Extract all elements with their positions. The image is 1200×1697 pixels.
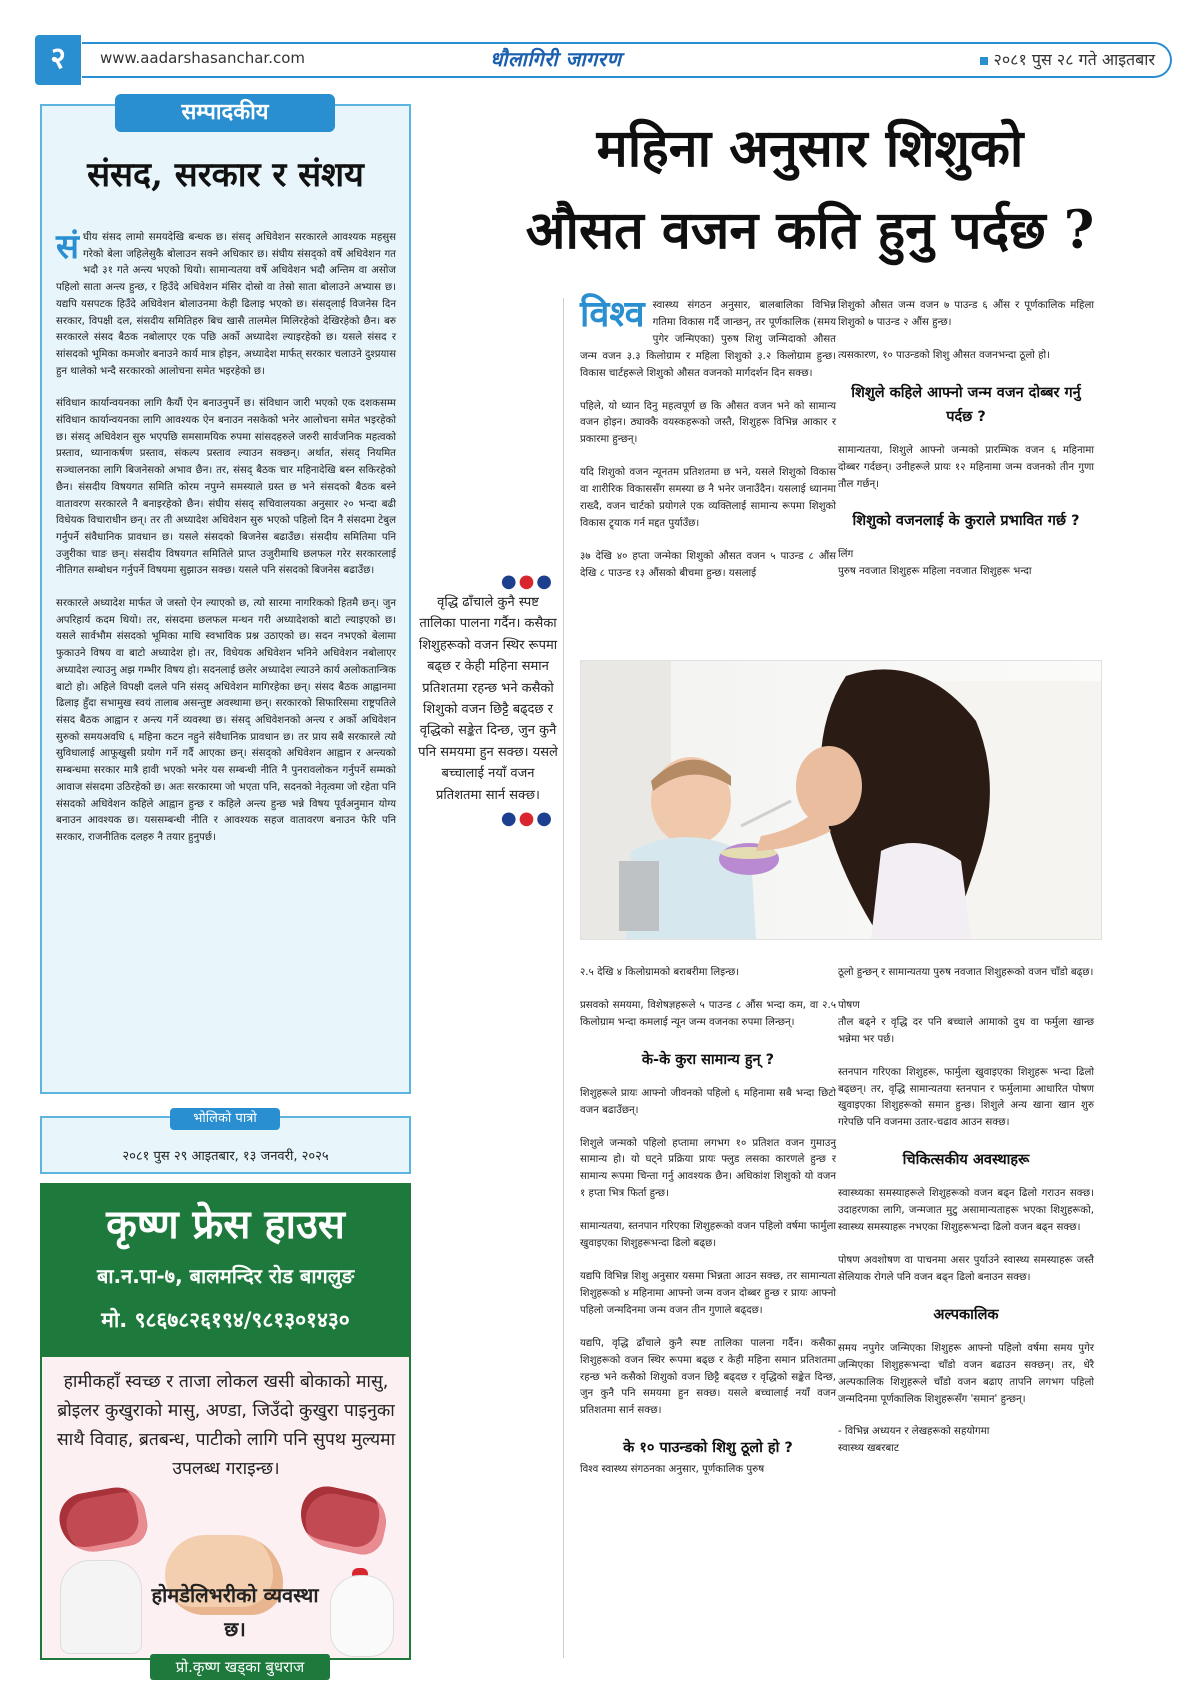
article-subheading: शिशुले कहिले आफ्नो जन्म वजन दोब्बर गर्नु पर्दछ ? [851,384,1081,425]
tomorrow-label: भोलिको पात्रो [170,1108,280,1130]
article-paragraph: पहिले, यो ध्यान दिनु महत्वपूर्ण छ कि औसत वजन भने को सामान्य वजन होइन। ठ्याक्कै वयस्कहरूको जस्तै, शिशुहरू विभिन्न आकार र प्रकारमा हुन्छन्। [580,400,836,446]
article-paragraph: पुरुष नवजात शिशुहरू महिला नवजात शिशुहरू भन्दा [838,566,1032,578]
editorial-title: संसद, सरकार र संशय [87,155,364,195]
site-url[interactable]: www.aadarshasanchar.com [100,49,306,67]
article-subheading: के १० पाउन्डको शिशु ठूलो हो ? [623,1440,793,1457]
article-paragraph: विश्व स्वास्थ्य संगठनका अनुसार, पूर्णकालिक पुरुष [580,1464,765,1476]
article-paragraph: स्तनपान गरिएका शिशुहरू, फार्मुला खुवाइएका शिशुहरू भन्दा ढिलो बढ्छन्। तर, वृद्धि सामान्यतया स्तनपान र फर्मुलामा आधारित पोषण खुवाइएका शिशुहरूको समान हुन्छ। शिशुले अन्य खाना खान शुरु गरेपछि पनि वजनमा उतार-चढाव आउन सक्छ। [838,1066,1094,1129]
article-paragraph: स्वास्थ्यका समस्याहरूले शिशुहरूको वजन बढ्न ढिलो गराउन सक्छ। उदाहरणका लागि, जन्मजात मुटु असामान्यताहरू भएका शिशुहरूको, स्वास्थ्य समस्याहरू नभएका शिशुहरूभन्दा ढिलो वजन बढ्न सक्छ। [838,1188,1094,1234]
article-paragraph: २.५ देखि ४ किलोग्रामको बराबरीमा लिइन्छ। [580,967,740,978]
ad-body-text: हामीकहाँ स्वच्छ र ताजा लोकल खसी बोकाको मासु, ब्रोइलर कुखुराको मासु, अण्डा, जिउँदो कुखुरा पाइनुका साथै विवाह, ब्रतबन्ध, पाटीको लागि पनि सुपथ मुल्यमा उपलब्ध गराइन्छ। [56,1372,396,1479]
photo-illustration [581,661,1101,939]
editorial-body [56,227,397,863]
article-paragraph: सामान्यतया, शिशुले आफ्नो जन्मको प्रारम्भिक वजन ६ महिनामा दोब्बर गर्दछन्। उनीहरूले प्रायः १२ महिनामा जन्म वजनको तीन गुणा तौल गर्छन्। [838,444,1094,490]
article-paragraph: ठूलो हुन्छन् र सामान्यतया पुरुष नवजात शिशुहरूको वजन चाँडो बढ्छ। [838,967,1094,978]
pull-quote: वृद्धि ढाँचाले कुनै स्पष्ट तालिका पालना गर्दैन। कसैका शिशुहरूको वजन स्थिर रूपमा बढ्छ र केही महिना समान प्रतिशतमा रहन्छ भने कसैको शिशुको वजन छिट्टै बढ्दछ र वृद्धिको सङ्केत दिन्छ, जुन कुनै पनि समयमा हुन सक्छ। यसले बच्चालाई नयाँ वजन प्रतिशतमा सार्न सक्छ। [418,595,558,803]
article-subheading: अल्पकालिक [933,1306,999,1323]
bullet-dots-icon: ●●● [500,808,554,829]
article-paragraph: ३७ देखि ४० हप्ता जन्मेका शिशुको औसत वजन ५ पाउन्ड ८ औंस देखि ८ पाउन्ड १३ औंसको बीचमा हुन्छ। यसलाई [580,550,836,579]
article-column-4 [838,965,1094,1474]
ad-proprietor: प्रो.कृष्ण खड्का बुधराज [150,1654,330,1680]
article-paragraph: पोषण अवशोषण वा पाचनमा असर पुर्याउने स्वास्थ्य समस्याहरू जस्तै सेलियाक रोगले पनि वजन बढ्न ढिलो बनाउन सक्छ। [838,1254,1094,1283]
article-column-2 [838,298,1094,597]
article-paragraph: पोषण [838,999,860,1011]
article-paragraph: यदि शिशुको वजन न्यूनतम प्रतिशतमा छ भने, यसले शिशुको विकास वा शारीरिक विकाससँग समस्या छ नै भनेर जनाउँदैन। यसलाई ध्यानमा राख्दै, वजन चार्टको प्रयोगले एक व्यक्तिलाई सामान्य रूपमा शिशुको विकास ट्र्याक गर्न मद्दत पुर्याउँछ। [580,467,836,529]
article-paragraph: शिशुले जन्मको पहिलो हप्तामा लगभग १० प्रतिशत वजन गुमाउनु सामान्य हो। यो घट्ने प्रक्रिया प्रायः फ्लुड लसका कारणले हुन्छ र सामान्य रूपमा चिन्ता गर्नु आवश्यक छैन। अधिकांश शिशुको यो वजन १ हप्ता भित्र फिर्ता हुन्छ। [580,1137,836,1200]
editorial-paragraph: संविधान कार्यान्वयनका लागि कैयौं ऐन बनाउनुपर्ने छ। संविधान जारी भएको एक दशकसम्म संविधान कार्यान्वयनका लागि आवश्यक ऐन बनाउन नसकेको भनेर आलोचना समेत भइरहेको छ। संसद् अधिवेशन सुरु भएपछि समसामयिक रुपमा सांसदहरुले जरुरी सार्वजनिक महत्वको प्रस्ताव, ध्यानाकर्षण प्रस्ताव, संकल्प प्रस्ताव ल्याउन सक्छन्। अर्थात, संसद् नियमित सञ्चालनका लागि बिजनेसको अभाव छैन। तर, संसद् बैठक चार महिनादेखि बस्न सकिरहेको छैन। संसदीय विषयगत समिति कोरम नपुग्ने समस्याले ग्रस्त छ भने संसदको बैठक बस्ने वातावरण सरकारले नै बनाइरहेको छैन। संघीय संसद् सचिवालयका अनुसार २० भन्दा बढी विधेयक विचाराधीन छन्। तर ती अध्यादेश अधिवेशन सुरु भएको पहिलो दिन नै संसदमा टेबुल गर्नुपर्ने संवैधानिक प्रावधान छ। यसले संसदको बिजनेस बढाउँछ। संसदीय समितिमा पनि उजुरीका चाङ छन्। संसदीय विषयगत समितिले प्राप्त उजुरीमाथि छलफल गरेर सरकारलाई नीतिगत सम्बोधन गर्नुपर्ने विषयमा सुझाउन सक्छ। यसले पनि संसदको बिजनेस बढाउँछ। [56,398,396,577]
headline-line-1: महिना अनुसार शिशुको [596,118,1024,179]
mother-feeding-baby-photo [580,660,1102,940]
ad-title: कृष्ण फ्रेस हाउस [106,1202,345,1248]
article-paragraph: तौल बढ्ने र वृद्धि दर पनि बच्चाले आमाको दुध वा फर्मुला खान्छ भन्नेमा भर पर्छ। [838,1016,1094,1045]
masthead-logo: धौलागिरी जागरण [490,47,622,71]
bullet-dots-icon: ●●● [500,571,554,592]
article-paragraph: शिशुको औसत जन्म वजन ७ पाउन्ड ६ औंस र पूर्णकालिक महिला शिशुको ७ पाउन्ड २ औंस हुन्छ। [838,300,1094,328]
editorial-dropcap: सं [56,227,79,267]
article-subheading: के-के कुरा सामान्य हुन् ? [641,1051,775,1068]
article-subheading: शिशुको वजनलाई के कुराले प्रभावित गर्छ ? [852,513,1080,530]
page-number: २ [35,35,81,85]
editorial-paragraph [56,227,396,380]
article-subheading: चिकित्सकीय अवस्थाहरू [902,1152,1030,1169]
opening-word: विश्व [580,294,645,335]
article-paragraph: समय नपुगेर जन्मिएका शिशुहरू आफ्नो पहिलो वर्षमा समय पुगेर जन्मिएका शिशुहरूभन्दा चाँडो वजन बढाउन सक्छन्। तर, धेरै अल्पकालिक शिशुहरूले चाँडो वजन बढाए तापनि लगभग पहिलो जन्मदिनमा पूर्णकालिक शिशुहरूसँग 'समान' हुन्छन्। [838,1342,1094,1405]
ad-phone: मो. ९८६७८२६१९४/९८१३०१४३० [101,1308,350,1332]
editorial-label: सम्पादकीय [115,94,335,132]
article-source: स्वास्थ्य खबरबाट [838,1443,900,1455]
article-paragraph: यद्यपि विभिन्न शिशु अनुसार यसमा भिन्नता आउन सक्छ, तर सामान्यता शिशुहरूको ४ महिनामा आफ्नो जन्म वजन दोब्बर हुन्छ र प्रायः आफ्नो पहिलो जन्मदिनमा जन्म वजन तीन गुणाले बढ्दछ। [580,1270,836,1316]
article-column-1 [580,294,836,599]
article-headline [460,108,1160,272]
goat-image [60,1560,142,1654]
article-paragraph: सामान्यतया, स्तनपान गरिएका शिशुहरूको वजन पहिलो वर्षमा फार्मुला खुवाइएका शिशुहरूभन्दा ढिलो बढ्छ। [580,1221,836,1250]
tomorrow-date: २०८१ पुस २९ आइतबार, १३ जनवरी, २०२५ [122,1149,329,1164]
article-paragraph [580,294,836,383]
ad-address: बा.न.पा-७, बालमन्दिर रोड बागलुङ [96,1264,355,1288]
article-c1-p1: स्वास्थ्य संगठन अनुसार, बालबालिका विभिन्न गतिमा विकास गर्दै जान्छन्, तर पूर्णकालिक (समय पुगेर जन्मिएका) पुरुष शिशु जन्मिदाको औसत जन्म वजन ३.३ किलोग्राम र महिला शिशुको ३.२ किलोग्राम हुन्छ। विकास चार्टहरूले शिशुको औसत वजनको मार्गदर्शन दिन सक्छ। [580,300,836,379]
header-date [980,48,1155,70]
article-column-3 [580,965,836,1495]
article-paragraph: प्रसवको समयमा, विशेषज्ञहरूले ५ पाउन्ड ८ औंस भन्दा कम, वा २.५ किलोग्राम भन्दा कमलाई न्यून जन्म वजनका रुपमा लिन्छन्। [580,999,836,1028]
article-paragraph: शिशुहरूले प्रायः आफ्नो जीवनको पहिलो ६ महिनामा सबै भन्दा छिटो वजन बढाउँछन्। [580,1087,836,1116]
ad-delivery-text: होमडेलिभरीको व्यवस्था छ। [151,1583,319,1641]
square-bullet-icon [980,57,988,65]
editorial-paragraph: सरकारले अध्यादेश मार्फत जे जस्तो ऐन ल्याएको छ, त्यो सारमा नागरिकको हितमै छन्। जुन अपरिहार्य कदम थियो। तर, संसदमा छलफल मन्थन गरी अध्यादेशको बाटो ल्याइएको छ। यसले सार्वभौम संसदको भूमिका माथि स्वभाविक प्रश्न उठाएको छ। सदन नभएको बेलामा फुकाउने विषय वा बाटो अध्यादेश हो। तर, विधेयक अधिवेशन भनिने अधिवेशन नबोलाएर अध्यादेश ल्याउनु अझ गम्भीर विषय हो। सदनलाई छलेर अध्यादेश ल्याउने कार्य अलोकतान्त्रिक बाटो हो। अहिले विपक्षी दलले पनि संसद् अधिवेशन मागिरहेका छन्। संसद बैठक आह्वानमा ढिलाइ हुँदा सभामुख स्वयं तालाब असन्तुष्ट अवस्थामा छन्। सरकारको सिफारिसमा राष्ट्रपतिले संसद बैठक आह्वान र अन्त्य गर्ने व्यवस्था छ। संसद् अधिवेशनको अन्त्य र अर्को अधिवेशन सुरुको समयअवधि ६ महिना कटन नहुने संवैधानिक प्रावधान छ। तर प्राय सबै सरकारले त्यो सुविधालाई आफूखुसी प्रयोग गर्ने गर्दै आएका छन्। संसद्को अधिवेशन आह्वान र अन्त्यको सम्बन्धमा सरकार मात्रै हावी भएको भनेर यस सम्बन्धी नीति नै पुनरावलोकन गर्नुपर्ने सम्मको आवाज संसदमा उठिरहेको छ। अतः सरकारमा जो भएता पनि, सदनको नेतृत्वमा जो रहेता पनि संसदको अधिवेशन कहिले आह्वान हुन्छ र कहिले अन्त्य हुन्छ भन्ने विषय पूर्वअनुमान योग्य बनाउन आवश्यक छ। यससम्बन्धी नीति र आवश्यक सहज वातावरण बनाउन फेरि पनि सरकार, राजनीतिक दलहरु नै तयार हुनुपर्छ। [56,598,397,843]
article-paragraph: यद्यपि, वृद्धि ढाँचाले कुनै स्पष्ट तालिका पालना गर्दैन। कसैका शिशुहरूको वजन स्थिर रूपमा बढ्छ र केही महिना समान प्रतिशतमा रहन्छ भने कसैको शिशुको वजन छिट्टै बढ्दछ र वृद्धिको सङ्केत दिन्छ, जुन कुनै पनि समयमा हुन सक्छ। यसले बच्चालाई नयाँ वजन प्रतिशतमा सार्न सक्छ। [580,1337,836,1417]
article-paragraph: लिंग [838,549,854,561]
article-credit: - विभिन्न अध्ययन र लेखहरूको सहयोगमा [838,1426,990,1438]
headline-line-2: औसत वजन कति हुनु पर्दछ ? [525,200,1095,261]
hen-image [330,1575,394,1657]
article-paragraph: त्यसकारण, १० पाउन्डको शिशु औसत वजनभन्दा ठूलो हो। [838,349,1051,361]
header-date-text: २०८१ पुस २८ गते आइतबार [993,50,1155,69]
editorial-para1-text: घीय संसद लामो समयदेखि बन्धक छ। संसद् अधिवेशन सरकारले आवश्यक महसुस गरेको बेला जहिलेसुकै बोलाउन सक्ने अधिकार छ। संघीय संसद्को वर्षे अधिवेशन गत भदौ ३१ गते अन्त्य भएको थियो। सामान्यतया वर्षे अधिवेशन भदौ अन्तिम वा असोज पहिलो साता अन्त्य हुन्छ, र हिउँदे अधिवेशन मंसिर दोस्रो वा तेस्रो साता बोलाउने अभ्यास छ। यद्यपि यसपटक हिउँदे अधिवेशन बोलाउनमा केही ढिलाइ भएको छ। संसद्लाई विजनेस दिन सरकार, विपक्षी दल, संसदीय समितिहरु बिच खासै तालमेल मिलिरहेको देखिरहेको छैन। बरु सरकारले संसद बैठक नबोलाएर एक पछि अर्को अध्यादेश ल्याइरहेको छ। यसले संसद र सांसदको भूमिका कमजोर बनाउने कार्य मात्र होइन, अध्यादेश मार्फत् सरकार चलाउने दुश्प्रयास हुन थालेको भन्दै सरकारको आलोचना समेत भइरहेको छ। [56,232,396,377]
